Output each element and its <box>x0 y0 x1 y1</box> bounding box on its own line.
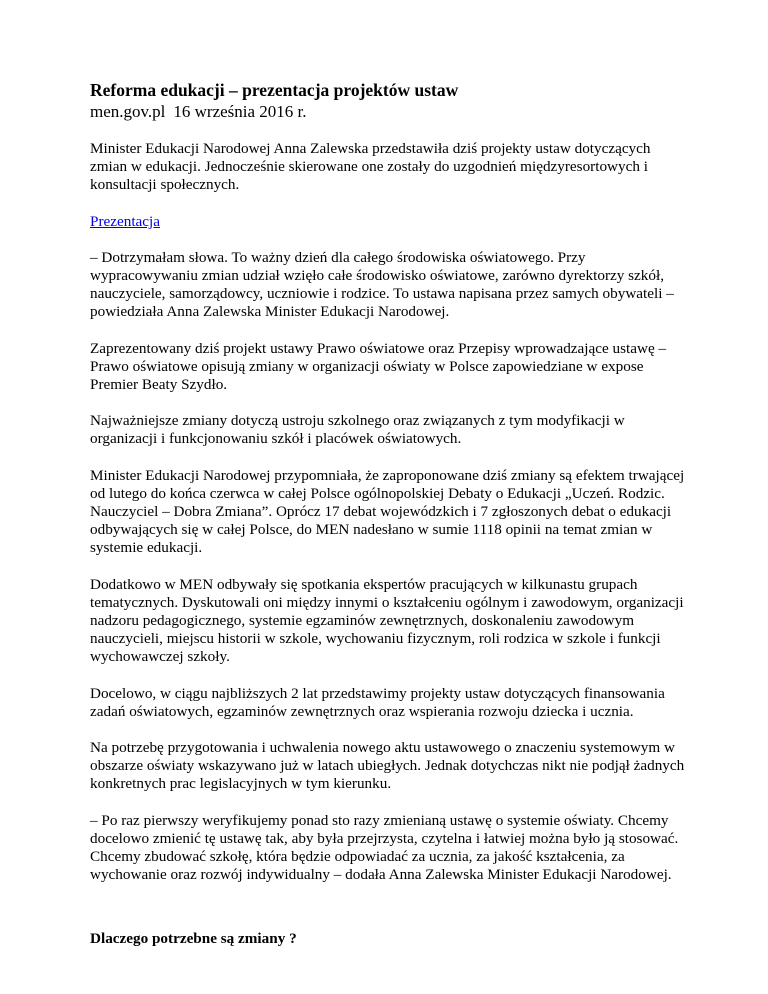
section-heading: Dlaczego potrzebne są zmiany ? <box>90 929 297 947</box>
intro-paragraph: Minister Edukacji Narodowej Anna Zalewska przedstawiła dziś projekty ustaw dotyczących zmian w edukacji. Jednocześnie skierowane one zostały do uzgodnień międzyresortowych i konsultacji społecznych. <box>90 140 651 194</box>
changes-paragraph: Najważniejsze zmiany dotyczą ustroju szkolnego oraz związanych z tym modyfikacji w organizacji i funkcjonowaniu szkół i placówek oświatowych. <box>90 412 625 448</box>
need-paragraph: Na potrzebę przygotowania i uchwalenia nowego aktu ustawowego o znaczeniu systemowym w obszarze oświaty wskazywano już w latach ubiegłych. Jednak dotychczas nikt nie podjął żadnych konkretnych prac legislacyjnych w tym kierunku. <box>90 739 685 793</box>
document-page <box>90 79 690 948</box>
document-subtitle <box>90 101 690 123</box>
presentation-link[interactable]: Prezentacja <box>90 212 160 230</box>
source-label: men.gov.pl <box>90 102 166 121</box>
experts-paragraph: Dodatkowo w MEN odbywały się spotkania ekspertów pracujących w kilkunastu grupach tematycznych. Dyskutowali oni między innymi o kształceniu ogólnym i zawodowym, organizacji nadzoru pedagogicznego, systemie egzaminów zewnętrznych, doskonaleniu zawodowym nauczycieli, miejscu historii w szkole, wychowaniu fizycznym, roli rodzica w szkole i funkcji wychowawczej szkoły. <box>90 575 684 666</box>
presentation-link-row <box>90 213 690 231</box>
future-paragraph: Docelowo, w ciągu najbliższych 2 lat przedstawimy projekty ustaw dotyczących finansowania zadań oświatowych, egzaminów zewnętrznych oraz wspierania rozwoju dziecka i ucznia. <box>90 684 665 720</box>
quote-paragraph: – Dotrzymałam słowa. To ważny dzień dla całego środowiska oświatowego. Przy wypracowywaniu zmian udział wzięło całe środowisko oświatowe, zarówno dyrektorzy szkół, nauczyciele, samorządowcy, uczniowie i rodzice. To ustawa napisana przez samych obywateli – powiedziała Anna Zalewska Minister Edukacji Narodowej. <box>90 248 674 321</box>
debate-paragraph: Minister Edukacji Narodowej przypomniała, że zaproponowane dziś zmiany są efektem trwającej od lutego do końca czerwca w całej Polsce ogólnopolskiej Debaty o Edukacji „Uczeń. Rodzic. Nauczyciel – Dobra Zmiana”. Oprócz 17 debat wojewódzkich i 7 zgłoszonych debat o edukacji odbywających się w całej Polsce, do MEN nadesłano w sumie 1118 opinii na temat zmian w systemie edukacji. <box>90 466 685 557</box>
document-title: Reforma edukacji – prezentacja projektów ustaw <box>90 80 459 100</box>
date-label: 16 września 2016 r. <box>173 102 307 121</box>
closing-quote-paragraph: – Po raz pierwszy weryfikujemy ponad sto razy zmienianą ustawę o systemie oświaty. Chcemy docelowo zmienić tę ustawę tak, aby była przejrzysta, czytelna i łatwiej można było ją stosować. Chcemy zbudować szkołę, która będzie odpowiadać za ucznia, za jakość kształcenia, za wychowanie oraz rozwój indywidualny – dodała Anna Zalewska Minister Edukacji Narodowej. <box>90 811 679 884</box>
project-paragraph: Zaprezentowany dziś projekt ustawy Prawo oświatowe oraz Przepisy wprowadzające ustawę – Prawo oświatowe opisują zmiany w organizacji oświaty w Polsce zapowiedziane w expose Premier Beaty Szydło. <box>90 339 667 394</box>
